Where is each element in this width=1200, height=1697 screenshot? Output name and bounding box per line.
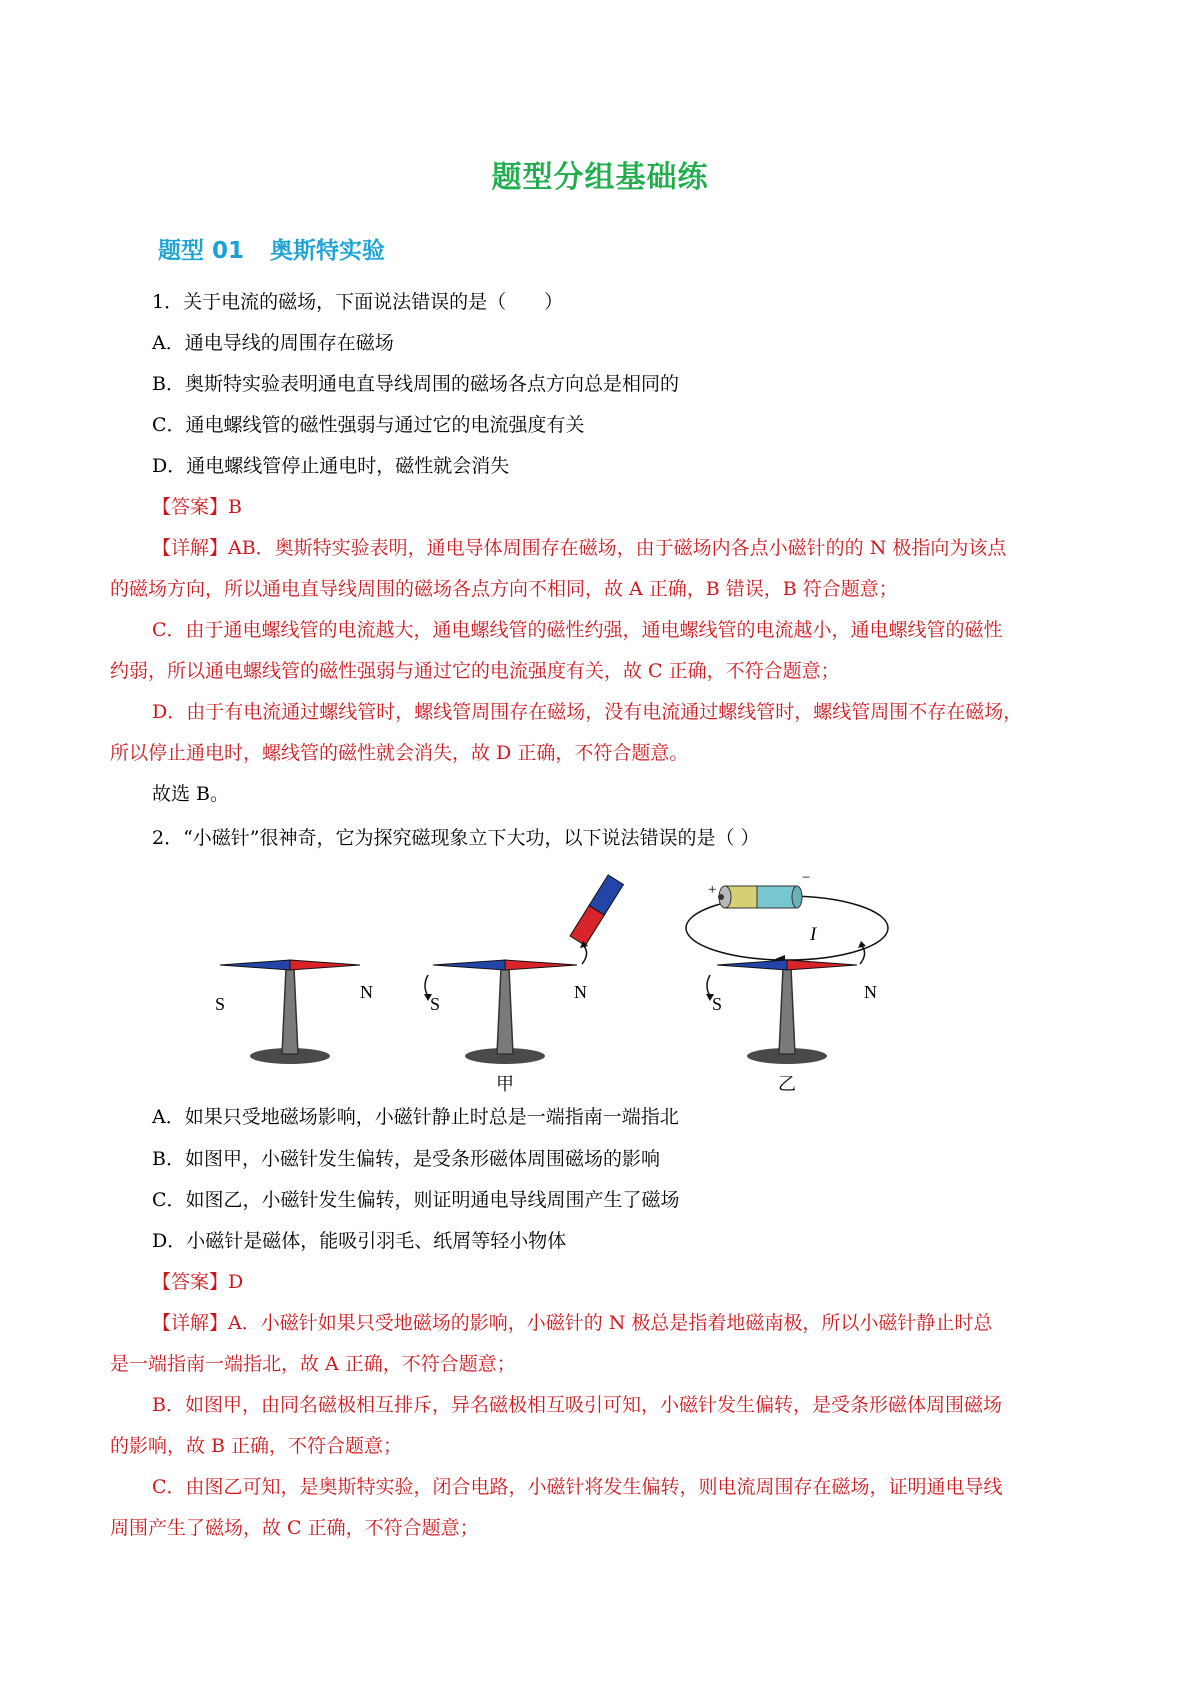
q2-detail-line: 的影响，故 B 正确，不符合题意； — [110, 1435, 403, 1457]
label-current: I — [810, 924, 817, 945]
label-s: S — [215, 994, 226, 1014]
q1-detail-line: C．由于通电螺线管的电流越大，通电螺线管的磁性约强，通电螺线管的电流越小，通电螺线管的磁性 — [152, 619, 1003, 641]
q2-answer: 【答案】D — [152, 1271, 244, 1293]
q1-detail-line: 所以停止通电时，螺线管的磁性就会消失，故 D 正确，不符合题意。 — [110, 742, 689, 764]
q2-stem: 2．“小磁针”很神奇，它为探究磁现象立下大功，以下说法错误的是（ ） — [152, 827, 760, 849]
q2-detail-line: C．由图乙可知，是奥斯特实验，闭合电路，小磁针将发生偏转，则电流周围存在磁场，证明通电导线 — [152, 1476, 1003, 1498]
q1-detail-line: 约弱，所以通电螺线管的磁性强弱与通过它的电流强度有关，故 C 正确，不符合题意； — [110, 660, 840, 682]
caption-jia: 甲 — [496, 1074, 514, 1094]
label-n: N — [360, 982, 373, 1002]
label-s: S — [430, 994, 441, 1014]
label-n: N — [864, 982, 877, 1002]
q2-option-b: B．如图甲，小磁针发生偏转，是受条形磁体周围磁场的影响 — [152, 1148, 660, 1170]
q2-option-c: C．如图乙，小磁针发生偏转，则证明通电导线周围产生了磁场 — [152, 1189, 680, 1211]
q1-conclusion: 故选 B。 — [152, 783, 230, 805]
battery — [718, 886, 802, 908]
label-n: N — [574, 982, 587, 1002]
q1-detail-line: 【详解】AB．奥斯特实验表明，通电导体周围存在磁场，由于磁场内各点小磁针的的 N 极指向为该点 — [152, 537, 1007, 559]
q1-option-b: B．奥斯特实验表明通电直导线周围的磁场各点方向总是相同的 — [152, 373, 679, 395]
label-minus: − — [802, 870, 811, 886]
q2-option-a: A．如果只受地磁场影响，小磁针静止时总是一端指南一端指北 — [152, 1106, 679, 1128]
q2-detail-line: 周围产生了磁场，故 C 正确，不符合题意； — [110, 1517, 479, 1539]
bar-magnet — [570, 875, 623, 946]
section-number: 题型 01 — [158, 238, 245, 264]
compass-needle-jia — [424, 875, 623, 1094]
q1-detail-line: 的磁场方向，所以通电直导线周围的磁场各点方向不相同，故 A 正确，B 错误，B 符合题意； — [110, 578, 898, 600]
compass-needle-plain — [215, 960, 373, 1064]
caption-yi: 乙 — [778, 1074, 796, 1094]
q1-detail-line: D．由于有电流通过螺线管时，螺线管周围存在磁场，没有电流通过螺线管时，螺线管周围不存在磁场， — [152, 701, 1023, 723]
q2-detail-line: 【详解】A．小磁针如果只受地磁场的影响，小磁针的 N 极总是指着地磁南极，所以小磁针静止时总 — [152, 1312, 993, 1334]
compass-needle-yi — [686, 870, 888, 1094]
q1-stem: 1．关于电流的磁场，下面说法错误的是（ ） — [152, 291, 564, 313]
label-plus: + — [708, 882, 717, 898]
section-title — [158, 232, 385, 265]
q1-option-c: C．通电螺线管的磁性强弱与通过它的电流强度有关 — [152, 414, 585, 436]
q2-detail-line: B．如图甲，由同名磁极相互排斥，异名磁极相互吸引可知，小磁针发生偏转，是受条形磁体周围磁场 — [152, 1394, 1002, 1416]
q1-option-a: A．通电导线的周围存在磁场 — [152, 332, 394, 354]
section-name: 奥斯特实验 — [270, 238, 386, 264]
compass-figure — [200, 868, 920, 1098]
q2-option-d: D．小磁针是磁体，能吸引羽毛、纸屑等轻小物体 — [152, 1230, 567, 1252]
label-s: S — [712, 994, 723, 1014]
page-title: 题型分组基础练 — [491, 160, 709, 195]
q2-detail-line: 是一端指南一端指北，故 A 正确，不符合题意； — [110, 1353, 516, 1375]
q1-option-d: D．通电螺线管停止通电时，磁性就会消失 — [152, 455, 510, 477]
q1-answer: 【答案】B — [152, 496, 242, 518]
